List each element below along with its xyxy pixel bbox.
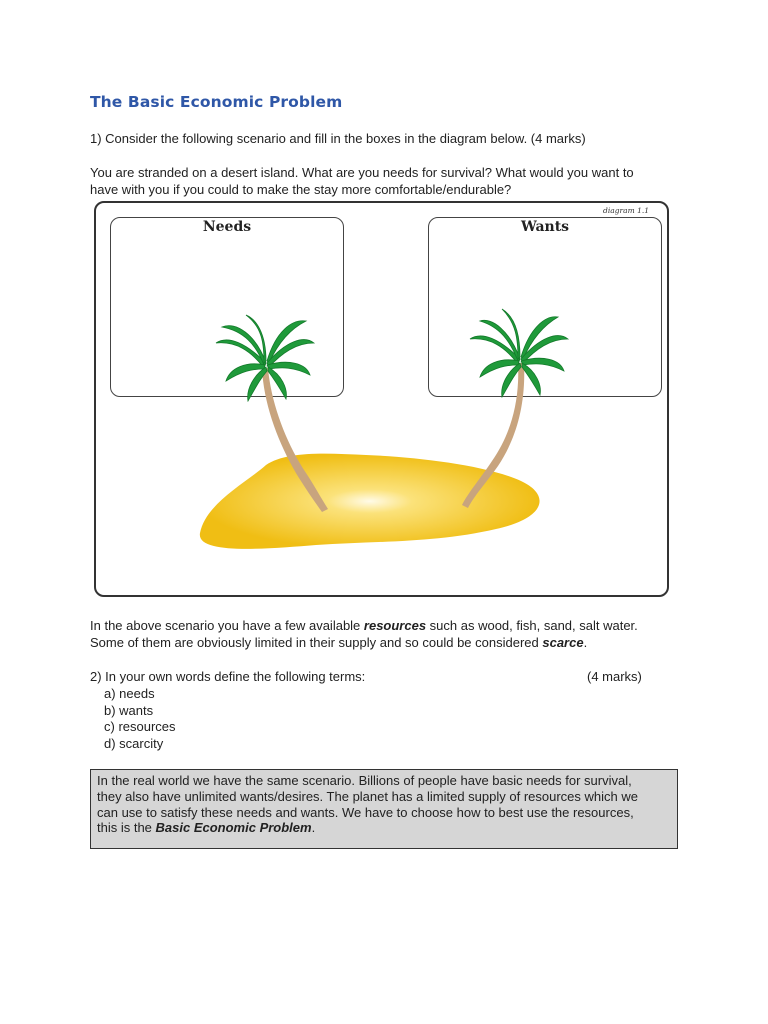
resources-paragraph [90, 618, 690, 651]
question-1: 1) Consider the following scenario and fill in the boxes in the diagram below. (4 marks) [90, 131, 586, 146]
right-palm-trunk [462, 363, 524, 508]
wants-label: Wants [520, 219, 570, 235]
callout-line: can use to satisfy these needs and wants. We have to choose how to best use the resources, [97, 804, 634, 820]
page-title: The Basic Economic Problem [90, 93, 343, 111]
question-2-text: 2) In your own words define the following terms: [90, 669, 366, 684]
left-palm-trunk [262, 368, 328, 512]
term-scarce: scarce [542, 634, 584, 650]
term-item: b) wants [104, 702, 154, 718]
scenario-line: have with you if you could to make the stay more comfortable/endurable? [90, 181, 512, 197]
needs-label: Needs [202, 219, 252, 235]
question-2-marks: (4 marks) [587, 669, 642, 684]
term-item: c) resources [104, 719, 176, 734]
question-2 [90, 669, 650, 686]
term-item: a) needs [104, 686, 155, 701]
term-resources: resources [363, 618, 427, 633]
callout-line: In the real world we have the same scenario. Billions of people have basic needs for survival, [97, 773, 632, 788]
callout-line: they also have unlimited wants/desires. The planet has a limited supply of resources which we [97, 788, 638, 804]
diagram-tag: diagram 1.1 [603, 206, 649, 215]
palm-trees [96, 203, 668, 595]
text-run: In the above scenario you have a few available [90, 618, 364, 633]
scenario-line: You are stranded on a desert island. What are you needs for survival? What would you want to [90, 165, 634, 180]
callout-line [97, 820, 671, 836]
summary-callout [90, 769, 678, 849]
term-item: d) scarcity [104, 735, 164, 751]
text-run: such as wood, fish, sand, salt water. [426, 618, 638, 633]
island-diagram [94, 201, 669, 597]
scenario-text [90, 165, 690, 198]
term-basic-economic-problem: Basic Economic Problem [155, 820, 312, 836]
resources-line-1 [90, 618, 690, 635]
text-run: . [583, 634, 588, 650]
text-run: this is the [97, 820, 156, 836]
text-run: . [311, 820, 316, 836]
resources-line-2 [90, 635, 690, 652]
text-run: Some of them are obviously limited in their supply and so could be considered [90, 634, 543, 650]
terms-list [104, 686, 176, 752]
